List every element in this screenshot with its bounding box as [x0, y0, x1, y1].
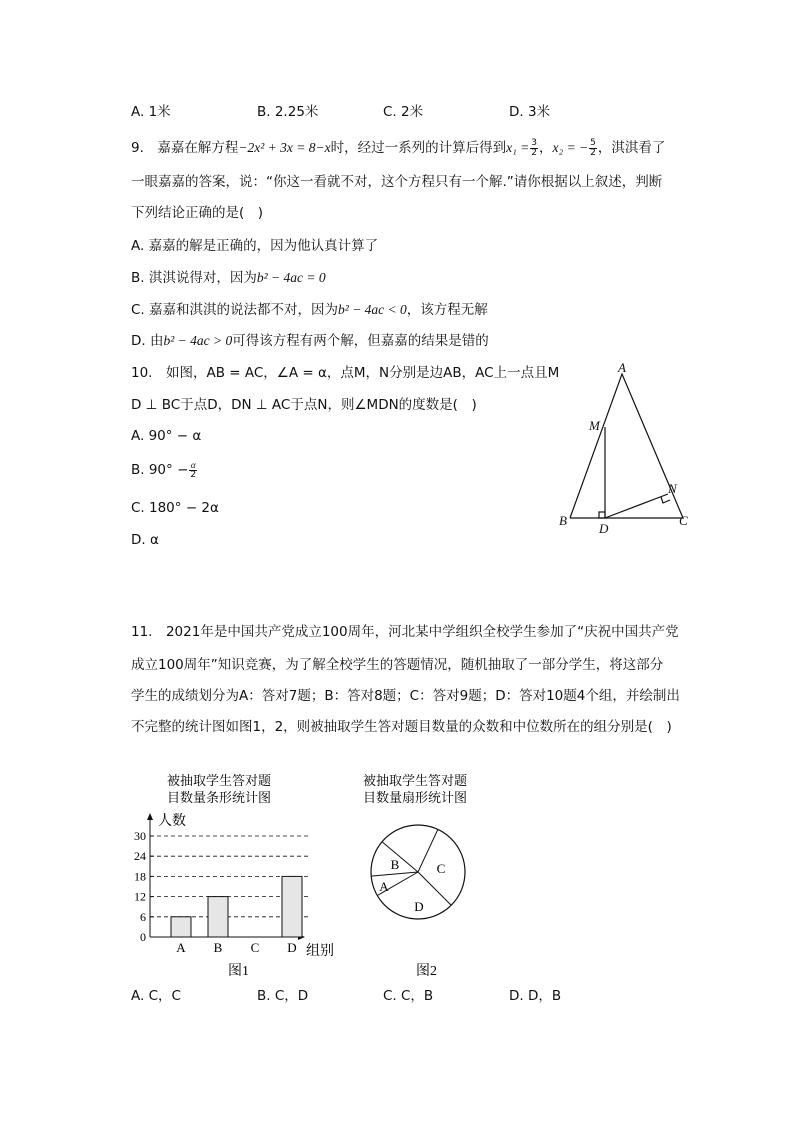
q10-option-d: D. α: [131, 532, 159, 548]
right-angle-d: [599, 512, 605, 518]
q9-line2: 一眼嘉嘉的答案，说：“你这一看就不对，这个方程只有一个解.”请你根据以上叙述，判断: [131, 174, 663, 190]
q9-x2-label: x₂ = −: [552, 140, 589, 155]
q10-option-b: [131, 460, 198, 480]
label-m: M: [589, 418, 600, 433]
q9-suffix: ，淇淇看了: [597, 140, 666, 156]
q9-option-c-expr: b² − 4ac < 0: [338, 302, 407, 317]
y-axis-label: 人数: [158, 814, 186, 829]
bar-caption: 图1: [228, 964, 249, 979]
q9-line1: [131, 138, 665, 158]
q9-option-b: [131, 268, 326, 288]
q9-x1-label: x₁ =: [506, 140, 530, 155]
triangle-abc: [570, 374, 683, 518]
pie-slice-label: C: [436, 861, 446, 876]
q11-option-c: C. C，B: [383, 988, 434, 1004]
pie-slice-label: D: [414, 899, 424, 914]
label-c: C: [679, 513, 688, 528]
right-angle-n: [661, 497, 670, 503]
bar: [208, 897, 228, 937]
q10-option-b-den: 2: [190, 469, 197, 480]
y-tick-label: 6: [140, 909, 146, 924]
pie-slice-boundary: [382, 842, 418, 872]
q10-option-c: C. 180° − 2α: [131, 500, 219, 516]
pie-title-line2: 目数量扇形统计图: [363, 790, 468, 805]
q10-option-b-fraction: [189, 461, 197, 480]
q8-option-a: A. 1米: [131, 104, 171, 120]
q9-line3: 下列结论正确的是( ): [131, 205, 264, 221]
pie-title-line1: 被抽取学生答对题: [363, 773, 468, 788]
q9-x1-num: 3: [531, 137, 538, 148]
bar-chart-layer: [134, 773, 334, 979]
q8-option-c: C. 2米: [383, 104, 424, 120]
q9-x2-fraction: [589, 139, 597, 158]
q9-option-a: A. 嘉嘉的解是正确的，因为他认真计算了: [131, 238, 379, 254]
q9-option-d: [131, 331, 489, 351]
pie-chart-layer: [363, 773, 467, 979]
bar-chart: [120, 768, 360, 983]
segment-dn: [605, 494, 668, 518]
q10-line1: 10. 如图，AB = AC，∠A = α，点M，N分别是边AB，AC上一点且M: [131, 365, 560, 381]
q10-option-b-num: α: [190, 459, 196, 470]
q9-option-b-text: B. 淇淇说得对，因为: [131, 270, 257, 286]
pie-slice-boundary: [418, 829, 438, 872]
q9-equation: −2x² + 3x = 8−x: [238, 140, 331, 155]
q10-triangle-figure: [555, 362, 705, 537]
q9-x2-num: 5: [590, 137, 596, 148]
q9-comma: ，: [539, 140, 553, 156]
x-tick-label: B: [213, 940, 223, 955]
q9-option-d-expr: b² − 4ac > 0: [163, 333, 233, 348]
q9-option-c-text: C. 嘉嘉和淇淇的说法都不对，因为: [131, 302, 339, 318]
x-tick-label: A: [176, 940, 186, 955]
x-tick-label: D: [287, 940, 297, 955]
bar: [282, 876, 302, 937]
q11-line1: 11. 2021年是中国共产党成立100周年，河北某中学组织全校学生参加了“庆祝中国共产党: [131, 624, 679, 640]
q11-option-b: B. C，D: [257, 988, 309, 1004]
bar: [171, 917, 191, 937]
q9-option-d-text: D. 由: [131, 333, 164, 349]
pie-slice-label: B: [390, 857, 400, 872]
pie-slice-label: A: [379, 879, 389, 894]
q11-line4: 不完整的统计图如图1，2，则被抽取学生答对题目数量的众数和中位数所在的组分别是( ): [131, 719, 672, 735]
q11-option-a: A. C，C: [131, 988, 181, 1004]
pie-chart: [355, 768, 495, 983]
y-tick-label: 0: [140, 930, 146, 944]
y-tick-label: 24: [134, 849, 146, 864]
q11-line2: 成立100周年”知识竞赛，为了解全校学生的答题情况，随机抽取了一部分学生，将这部分: [131, 657, 664, 673]
label-n: N: [668, 481, 677, 496]
bar-title-line1: 被抽取学生答对题: [167, 773, 272, 788]
q9-x2-den: 2: [590, 147, 596, 158]
q10-option-b-text: B. 90° −: [131, 462, 189, 478]
q9-x1-fraction: [530, 139, 538, 158]
q9-option-c-suffix: ，该方程无解: [406, 302, 488, 318]
q9-mid: 时，经过一系列的计算后得到: [330, 140, 507, 156]
q8-option-d: D. 3米: [509, 104, 551, 120]
y-axis-arrow: [147, 813, 153, 820]
x-axis-label: 组别: [306, 944, 334, 959]
q11-line3: 学生的成绩划分为A：答对7题；B：答对8题；C：答对9题；D：答对10题4个组，并绘制出: [131, 688, 680, 704]
q9-prefix: 9. 嘉嘉在解方程: [131, 140, 239, 156]
label-b: B: [559, 513, 567, 528]
label-a: A: [618, 362, 626, 375]
q9-option-c: [131, 300, 488, 320]
y-tick-label: 12: [134, 889, 146, 904]
q10-line2: D ⊥ BC于点D，DN ⊥ AC于点N，则∠MDN的度数是( ): [131, 397, 477, 413]
q8-option-b: B. 2.25米: [257, 104, 319, 120]
y-tick-label: 30: [134, 829, 146, 843]
q9-x1-den: 2: [531, 147, 538, 158]
y-tick-label: 18: [134, 869, 146, 884]
bar-title-line2: 目数量条形统计图: [167, 790, 272, 805]
x-tick-label: C: [250, 940, 260, 955]
label-d: D: [599, 521, 609, 536]
pie-caption: 图2: [416, 964, 437, 979]
q9-option-b-expr: b² − 4ac = 0: [256, 270, 326, 285]
q11-option-d: D. D，B: [509, 988, 562, 1004]
q10-option-a: A. 90° − α: [131, 428, 202, 444]
q9-option-d-suffix: 可得该方程有两个解，但嘉嘉的结果是错的: [232, 333, 489, 349]
